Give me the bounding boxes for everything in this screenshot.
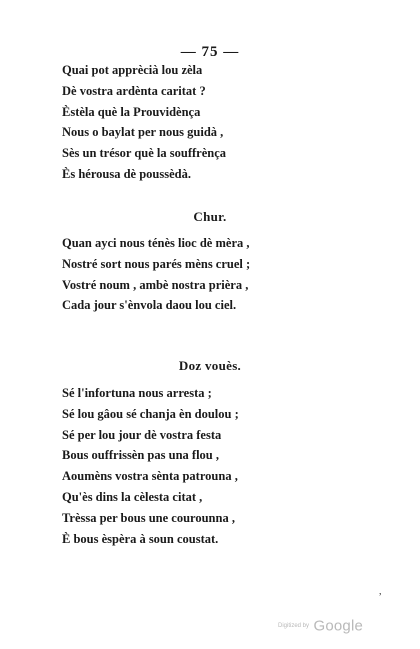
verse-line: Dè vostra ardènta caritat ? [62,83,206,98]
verse-line: Nous o baylat per nous guidà , [62,125,224,140]
verse-line: È bous èspèra à soun coustat. [62,531,219,546]
section-heading-chur: Chur. [193,209,227,224]
verse-line: Cada jour s'ènvola daou lou ciel. [62,298,237,313]
verse-line: Èstèla què la Prouvidènça [62,104,201,119]
page-number: — 75 — [180,44,240,60]
google-logo: Google [313,617,364,635]
verse-line: Trèssa per bous une courounna , [62,510,235,525]
stanza-3 [62,383,392,549]
ink-speck: , [379,586,382,597]
verse-line: Ès hérousa dè poussèdà. [62,166,191,181]
verse-line: Sé lou gâou sé chanja èn doulou ; [62,406,239,421]
verse-line: Nostré sort nous parés mèns cruel ; [62,256,251,271]
verse-line: Bous ouffrissèn pas una flou , [62,448,219,463]
verse-line: Quai pot apprècià lou zèla [62,63,203,77]
verse-line: Qu'ès dins la cèlesta citat , [62,489,203,504]
verse-line: Sé per lou jour dè vostra festa [62,427,222,442]
digitized-watermark [278,617,363,635]
section-heading-doz-voues: Doz vouès. [178,358,242,373]
watermark-prefix: Digitized by [278,622,310,629]
verse-line: Aoumèns vostra sènta patrouna , [62,469,238,484]
verse-line: Vostré noum , ambè nostra prièra , [62,277,249,292]
stanza-2 [62,233,392,316]
stanza-1 [62,60,392,185]
verse-line: Quan ayci nous ténès lioc dè mèra , [62,236,250,250]
verse-line: Sès un trésor què la souffrènça [62,146,227,161]
verse-line: Sé l'infortuna nous arresta ; [62,386,212,400]
